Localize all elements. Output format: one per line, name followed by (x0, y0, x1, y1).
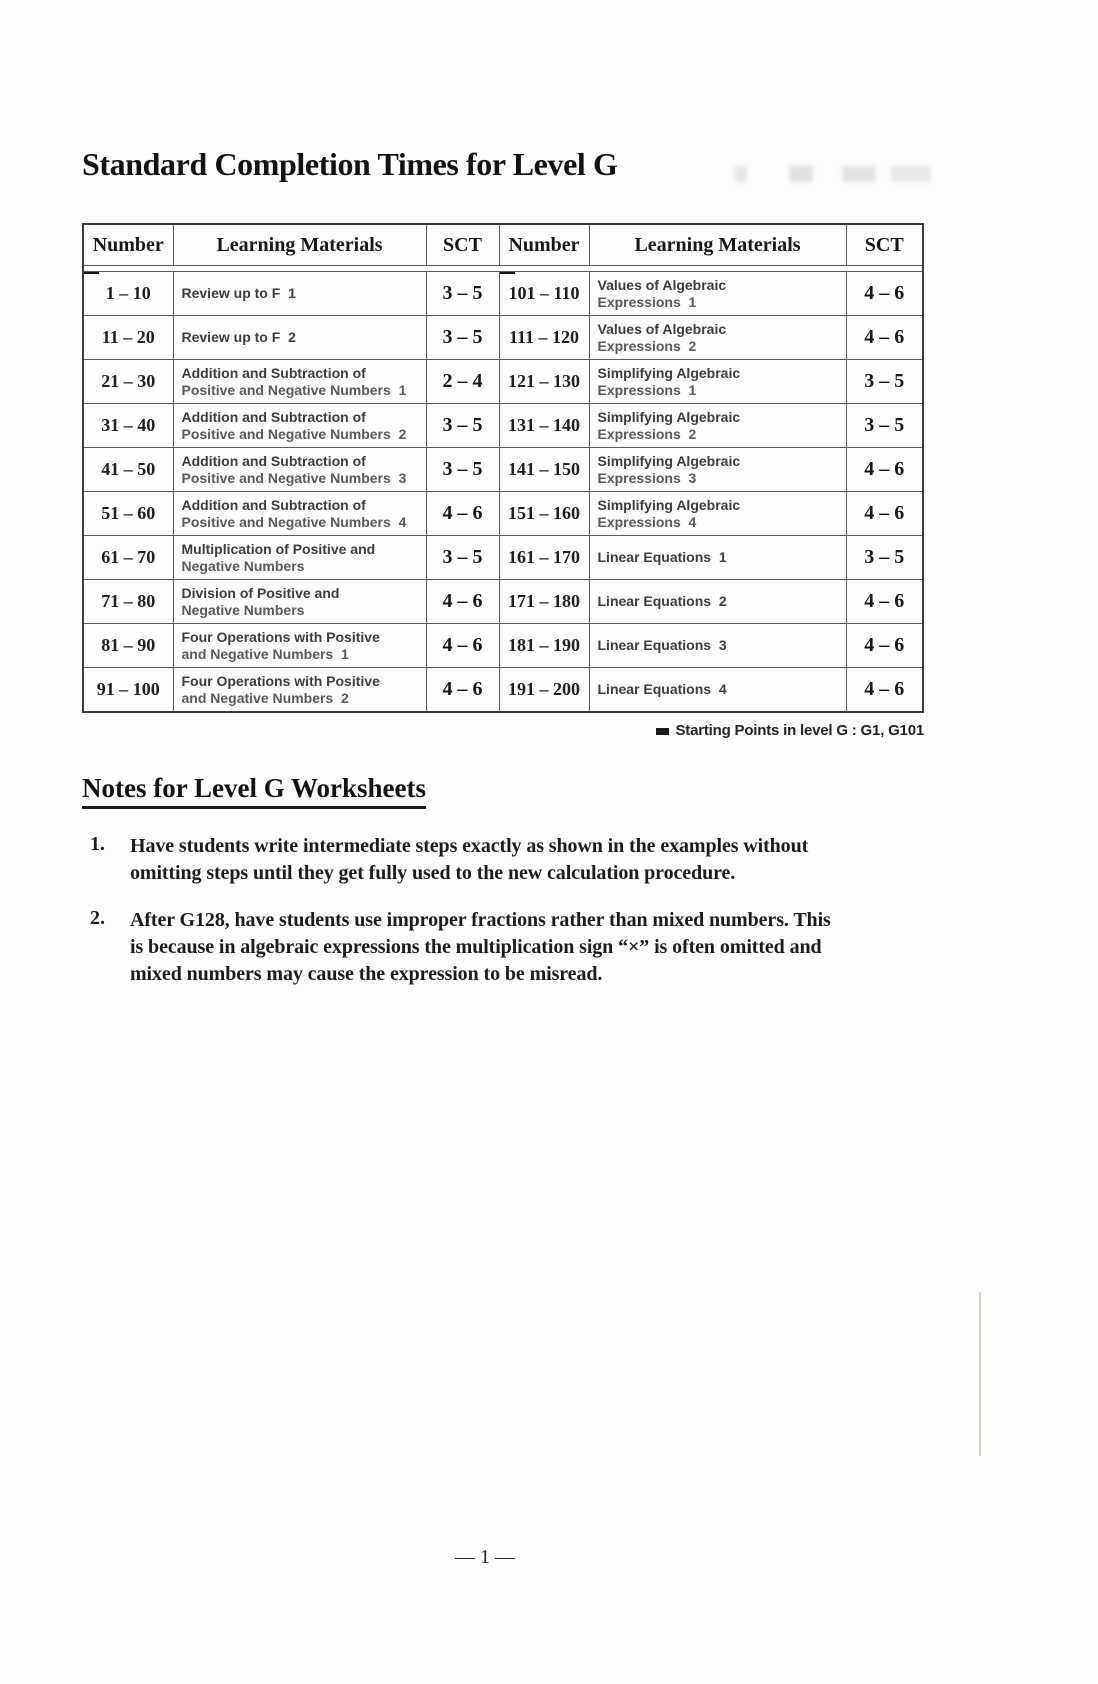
sct-value-cell: 3 – 5 (846, 360, 923, 404)
learning-material-cell (173, 536, 426, 580)
sct-value-cell: 3 – 5 (426, 536, 499, 580)
table-row (83, 404, 923, 448)
table-row (83, 624, 923, 668)
note-item (82, 833, 924, 887)
number-range-cell: 151 – 160 (499, 492, 589, 536)
material-line: Negative Numbers (181, 601, 305, 618)
starting-point-marker (499, 272, 515, 275)
sct-value-cell: 4 – 6 (846, 272, 923, 316)
learning-material-cell (589, 492, 846, 536)
material-line: Simplifying Algebraic (597, 497, 741, 513)
material-line: Positive and Negative Numbers 1 (181, 381, 407, 398)
material-line: Expressions 4 (597, 513, 697, 530)
number-range-cell: 31 – 40 (83, 404, 173, 448)
sct-value-cell: 4 – 6 (846, 668, 923, 713)
sct-value-cell: 4 – 6 (846, 316, 923, 360)
learning-material-cell (589, 448, 846, 492)
material-line: Division of Positive and (181, 585, 340, 601)
material-line: Addition and Subtraction of (181, 497, 366, 513)
sct-value-cell: 4 – 6 (846, 492, 923, 536)
material-line: Values of Algebraic (597, 277, 727, 293)
learning-material-cell (589, 580, 846, 624)
header-sct-left: SCT (426, 224, 499, 266)
material-line: Linear Equations 4 (597, 681, 727, 698)
material-line: Positive and Negative Numbers 4 (181, 513, 407, 530)
legend-text: Starting Points in level G : G1, G101 (675, 722, 924, 739)
sct-value-cell: 4 – 6 (846, 580, 923, 624)
table-row (83, 448, 923, 492)
header-number-right: Number (499, 224, 589, 266)
material-line: Simplifying Algebraic (597, 365, 741, 381)
page-number: — 1 — (455, 1546, 515, 1568)
material-line: Addition and Subtraction of (181, 453, 366, 469)
sct-value-cell: 3 – 5 (426, 272, 499, 316)
material-line: and Negative Numbers 1 (181, 645, 349, 662)
completion-times-table (82, 223, 924, 713)
starting-point-marker (83, 272, 99, 275)
learning-material-cell (173, 492, 426, 536)
learning-material-cell (589, 316, 846, 360)
number-range-cell: 101 – 110 (499, 272, 589, 316)
number-range-cell: 161 – 170 (499, 536, 589, 580)
material-line: Linear Equations 2 (597, 593, 727, 610)
material-line: Negative Numbers (181, 557, 305, 574)
sct-value-cell: 3 – 5 (426, 404, 499, 448)
learning-material-cell (173, 272, 426, 316)
sct-value-cell: 4 – 6 (426, 668, 499, 713)
starting-point-marker-icon (656, 728, 669, 735)
header-sct-right: SCT (846, 224, 923, 266)
sct-value-cell: 4 – 6 (426, 492, 499, 536)
learning-material-cell (589, 272, 846, 316)
learning-material-cell (589, 624, 846, 668)
material-line: Addition and Subtraction of (181, 409, 366, 425)
material-line: Addition and Subtraction of (181, 365, 366, 381)
starting-points-legend (82, 722, 924, 739)
material-line: Review up to F 1 (181, 285, 296, 302)
learning-material-cell (589, 536, 846, 580)
header-materials-right: Learning Materials (589, 224, 846, 266)
sct-value-cell: 4 – 6 (426, 624, 499, 668)
material-line: Simplifying Algebraic (597, 409, 741, 425)
table-row (83, 316, 923, 360)
material-line: Linear Equations 3 (597, 637, 727, 654)
table-row (83, 536, 923, 580)
material-line: Four Operations with Positive (181, 629, 380, 645)
material-line: Linear Equations 1 (597, 549, 727, 566)
header-number-left: Number (83, 224, 173, 266)
learning-material-cell (173, 624, 426, 668)
note-number: 2. (90, 907, 105, 929)
material-line: Positive and Negative Numbers 3 (181, 469, 407, 486)
material-line: Simplifying Algebraic (597, 453, 741, 469)
learning-material-cell (173, 316, 426, 360)
learning-material-cell (589, 360, 846, 404)
note-text: Have students write intermediate steps exactly as shown in the examples without omitting steps until they get fully used to the new calculation procedure. (130, 835, 809, 884)
sct-table-body (83, 272, 923, 713)
material-line: Expressions 2 (597, 337, 697, 354)
number-range-cell: 41 – 50 (83, 448, 173, 492)
learning-material-cell (173, 360, 426, 404)
sct-value-cell: 2 – 4 (426, 360, 499, 404)
number-range-cell: 61 – 70 (83, 536, 173, 580)
scan-edge-line (979, 1292, 981, 1456)
number-range-cell: 171 – 180 (499, 580, 589, 624)
table-row (83, 492, 923, 536)
number-range-cell: 21 – 30 (83, 360, 173, 404)
notes-list (82, 833, 924, 988)
material-line: Values of Algebraic (597, 321, 727, 337)
number-range-cell: 191 – 200 (499, 668, 589, 713)
note-text: After G128, have students use improper fractions rather than mixed numbers. This is because in algebraic expressions the multiplication sign “×” is often omitted and mixed numbers may cause the expression to be misread. (130, 909, 831, 985)
note-item (82, 907, 924, 988)
note-number: 1. (90, 833, 105, 855)
table-row (83, 580, 923, 624)
number-range-cell: 121 – 130 (499, 360, 589, 404)
number-range-cell: 11 – 20 (83, 316, 173, 360)
material-line: Multiplication of Positive and (181, 541, 376, 557)
number-range-cell: 71 – 80 (83, 580, 173, 624)
table-header (83, 224, 923, 272)
number-range-cell: 1 – 10 (83, 272, 173, 316)
sct-value-cell: 4 – 6 (846, 624, 923, 668)
learning-material-cell (173, 580, 426, 624)
page-content (82, 146, 924, 988)
number-range-cell: 51 – 60 (83, 492, 173, 536)
table-row (83, 668, 923, 713)
page-title: Standard Completion Times for Level G (82, 146, 618, 182)
notes-heading: Notes for Level G Worksheets (82, 773, 426, 809)
learning-material-cell (589, 404, 846, 448)
learning-material-cell (173, 448, 426, 492)
learning-material-cell (173, 404, 426, 448)
number-range-cell: 81 – 90 (83, 624, 173, 668)
material-line: Expressions 1 (597, 381, 697, 398)
material-line: Review up to F 2 (181, 329, 296, 346)
table-row (83, 272, 923, 316)
number-range-cell: 181 – 190 (499, 624, 589, 668)
sct-value-cell: 4 – 6 (846, 448, 923, 492)
sct-value-cell: 3 – 5 (846, 536, 923, 580)
number-range-cell: 131 – 140 (499, 404, 589, 448)
sct-value-cell: 3 – 5 (846, 404, 923, 448)
number-range-cell: 141 – 150 (499, 448, 589, 492)
material-line: Positive and Negative Numbers 2 (181, 425, 407, 442)
material-line: Expressions 1 (597, 293, 697, 310)
learning-material-cell (173, 668, 426, 713)
number-range-cell: 111 – 120 (499, 316, 589, 360)
sct-value-cell: 3 – 5 (426, 316, 499, 360)
learning-material-cell (589, 668, 846, 713)
table-row (83, 360, 923, 404)
material-line: Expressions 3 (597, 469, 697, 486)
material-line: Expressions 2 (597, 425, 697, 442)
material-line: and Negative Numbers 2 (181, 689, 349, 706)
material-line: Four Operations with Positive (181, 673, 380, 689)
sct-value-cell: 3 – 5 (426, 448, 499, 492)
header-materials-left: Learning Materials (173, 224, 426, 266)
number-range-cell: 91 – 100 (83, 668, 173, 713)
sct-value-cell: 4 – 6 (426, 580, 499, 624)
